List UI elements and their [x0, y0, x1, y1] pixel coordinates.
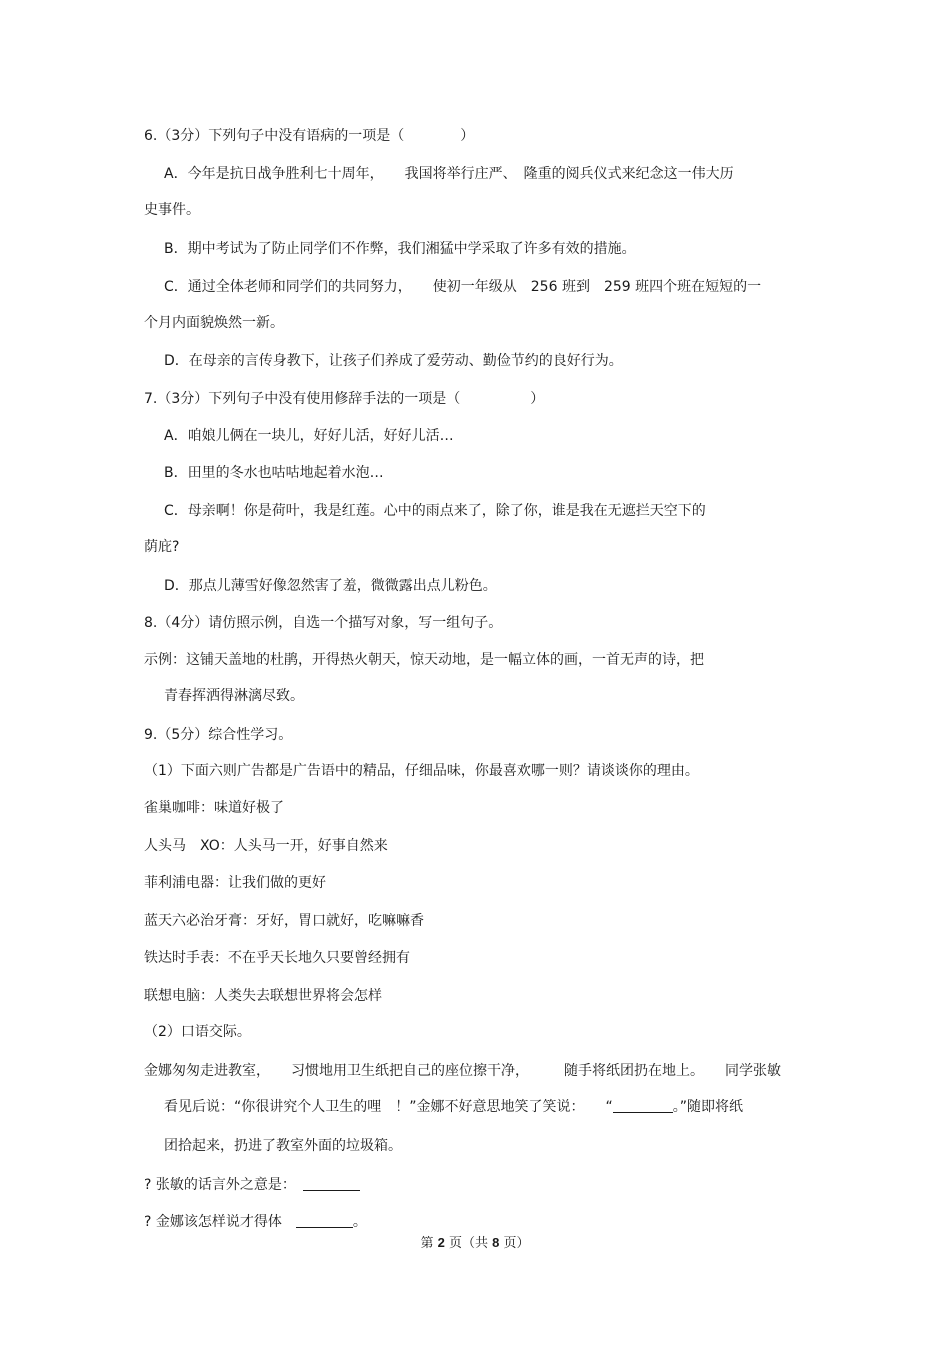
q7-option-c-line2: 荫庇? [144, 539, 180, 555]
total-pages-number: 8 [492, 1235, 500, 1250]
ad-item: 雀巢咖啡：味道好极了 [144, 800, 284, 816]
q6-option-b: B．期中考试为了防止同学们不作弊，我们湘猛中学采取了许多有效的措施。 [164, 241, 636, 257]
question-2-end: 。 [352, 1214, 367, 1230]
question-2-text: ? 金娜该怎样说才得体 [144, 1214, 296, 1230]
question-2 [144, 1212, 367, 1232]
story-line1: 金娜匆匆走进教室， 习惯地用卫生纸把自己的座位擦干净， 随手将纸团扔在地上。 同学张敏 [144, 1063, 781, 1079]
answer-blank[interactable] [613, 1098, 673, 1113]
story-line3: 团拾起来，扔进了教室外面的垃圾箱。 [164, 1138, 402, 1154]
ad-item: 铁达时手表：不在乎天长地久只要曾经拥有 [144, 950, 410, 966]
footer-text: 第 [420, 1236, 438, 1251]
q6-stem: 6.（3分）下列句子中没有语病的一项是（ ） [144, 128, 475, 144]
ad-item: 联想电脑：人类失去联想世界将会怎样 [144, 988, 382, 1004]
q7-option-a: A．咱娘儿俩在一块儿，好好儿活，好好儿活… [164, 428, 454, 444]
current-page-number: 2 [437, 1235, 445, 1250]
q6-option-c-line1: C．通过全体老师和同学们的共同努力， 使初一年级从 256 班到 259 班四个班在短短的一 [164, 279, 762, 295]
answer-blank[interactable] [303, 1176, 360, 1191]
q6-option-a-line1: A．今年是抗日战争胜利七十周年， 我国将举行庄严、 隆重的阅兵仪式来纪念这一伟大历 [164, 166, 734, 182]
page-footer [0, 1232, 950, 1251]
q7-stem: 7.（3分）下列句子中没有使用修辞手法的一项是（ ） [144, 391, 545, 407]
q7-option-d: D．那点儿薄雪好像忽然害了羞，微微露出点儿粉色。 [164, 578, 497, 594]
footer-text: 页） [499, 1236, 530, 1251]
ad-item: 蓝天六必治牙膏：牙好，胃口就好，吃嘛嘛香 [144, 913, 424, 929]
q8-stem: 8.（4分）请仿照示例，自选一个描写对象，写一组句子。 [144, 615, 503, 631]
q6-option-d: D．在母亲的言传身教下，让孩子们养成了爱劳动、勤俭节约的良好行为。 [164, 353, 623, 369]
footer-text: 页（共 [444, 1236, 493, 1251]
q9-stem: 9.（5分）综合性学习。 [144, 727, 293, 743]
ad-item: 人头马 XO：人头马一开，好事自然来 [144, 838, 388, 854]
story-line2 [164, 1097, 743, 1117]
q8-example-line2: 青春挥洒得淋漓尽致。 [164, 688, 304, 704]
question-1 [144, 1175, 360, 1195]
q9-part1: （1）下面六则广告都是广告语中的精品，仔细品味，你最喜欢哪一则？请谈谈你的理由。 [144, 763, 699, 779]
story-line2-start: 看见后说：“你很讲究个人卫生的哩 ！”金娜不好意思地笑了笑说： “ [164, 1099, 613, 1115]
q7-option-b: B．田里的冬水也咕咕地起着水泡… [164, 465, 384, 481]
q6-option-c-line2: 个月内面貌焕然一新。 [144, 315, 284, 331]
ad-item: 菲利浦电器：让我们做的更好 [144, 875, 326, 891]
story-line2-end: 。”随即将纸 [672, 1099, 744, 1115]
q6-option-a-line2: 史事件。 [144, 202, 200, 218]
answer-blank[interactable] [296, 1213, 353, 1228]
q9-part2: （2）口语交际。 [144, 1024, 251, 1040]
question-1-text: ? 张敏的话言外之意是： [144, 1177, 303, 1193]
q8-example-line1: 示例：这铺天盖地的杜鹃，开得热火朝天，惊天动地，是一幅立体的画，一首无声的诗，把 [144, 652, 704, 668]
q7-option-c-line1: C．母亲啊！你是荷叶，我是红莲。心中的雨点来了，除了你，谁是我在无遮拦天空下的 [164, 503, 706, 519]
